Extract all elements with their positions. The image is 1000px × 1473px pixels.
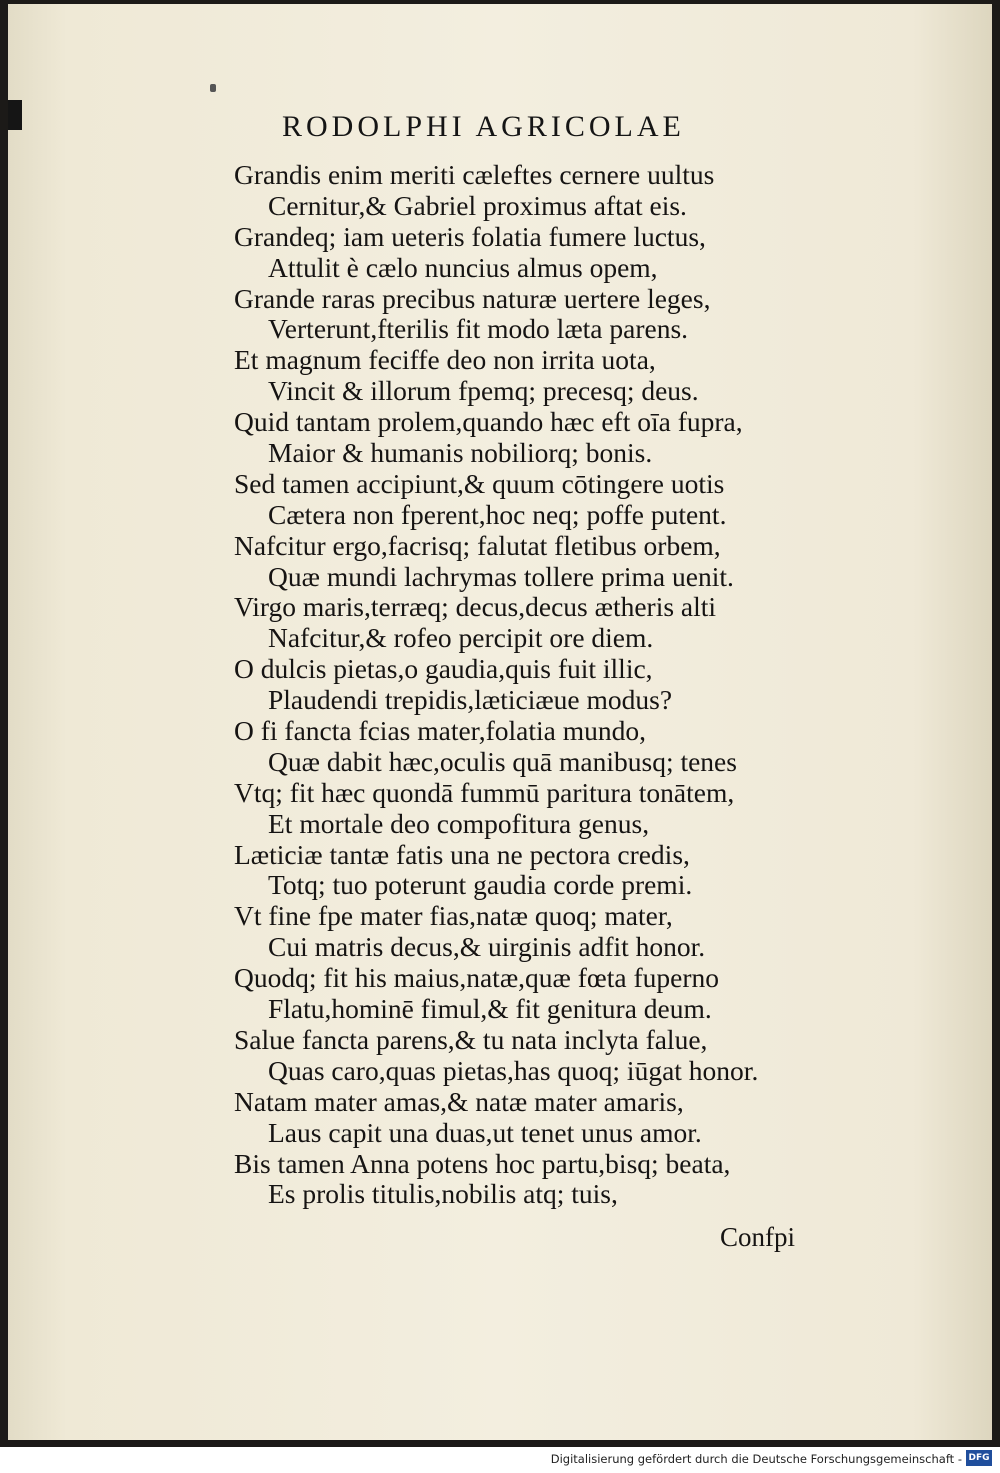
- verse-line: Nafcitur,& rofeo percipit ore diem.: [268, 622, 654, 654]
- verse-line: Quodq; fit his maius,natæ,quæ fœta fuperno: [234, 962, 720, 994]
- verse-line: Vincit & illorum fpemq; precesq; deus.: [268, 375, 699, 407]
- verse-line: Grandis enim meriti cæleftes cernere uultus: [234, 159, 715, 190]
- verse-line: Et magnum feciffe deo non irrita uota,: [234, 344, 656, 376]
- verse-line: Quæ mundi lachrymas tollere prima uenit.: [268, 560, 734, 592]
- verse-line: Virgo maris,terræq; decus,decus ætheris alti: [234, 591, 717, 623]
- verse-line: Totq; tuo poterunt gaudia corde premi.: [268, 869, 693, 901]
- verse-line: Plaudendi trepidis,læticiæue modus?: [268, 684, 673, 716]
- verse-line: Laus capit una duas,ut tenet unus amor.: [268, 1116, 702, 1148]
- verse-line: O dulcis pietas,o gaudia,quis fuit illic,: [234, 653, 653, 685]
- verse-line: Sed tamen accipiunt,& quum cōtingere uotis: [234, 467, 725, 499]
- running-head: RODOLPHI AGRICOLAE: [282, 110, 685, 143]
- verse-line: Natam mater amas,& natæ mater amaris,: [234, 1085, 684, 1117]
- verse-line: Nafcitur ergo,facrisq; falutat fletibus orbem,: [234, 529, 721, 561]
- digitization-credit: Digitalisierung gefördert durch die Deutsche Forschungsgemeinschaft -: [550, 1452, 962, 1466]
- ink-dot: [210, 84, 216, 92]
- verse-line: Quas caro,quas pietas,has quoq; iūgat honor.: [268, 1054, 759, 1086]
- verse-line: Salue fancta parens,& tu nata inclyta falue,: [234, 1023, 708, 1055]
- verse-line: Vtq; fit hæc quondā fummū paritura tonātem,: [234, 776, 735, 808]
- verse-line: Vt fine fpe mater fias,natæ quoq; mater,: [234, 900, 673, 932]
- verse-line: Attulit è cælo nuncius almus opem,: [268, 251, 658, 283]
- verse-line: Cui matris decus,& uirginis adfit honor.: [268, 931, 706, 963]
- verse-line: Grande raras precibus naturæ uertere leges,: [234, 282, 711, 314]
- verse-line: Es prolis titulis,nobilis atq; tuis,: [268, 1178, 618, 1210]
- verse-line: Grandeq; iam ueteris folatia fumere luctus,: [234, 220, 706, 252]
- verse-text: [222, 160, 842, 1210]
- verse-line: Quæ dabit hæc,oculis quā manibusq; tenes: [268, 745, 737, 777]
- dfg-logo: DFG: [966, 1450, 992, 1466]
- verse-line: Quid tantam prolem,quando hæc eft oīa fupra,: [234, 406, 743, 438]
- verse-line: Verterunt,fterilis fit modo læta parens.: [268, 313, 689, 345]
- verse-line: Cætera non fperent,hoc neq; poffe putent.: [268, 498, 727, 530]
- verse-line: O fi fancta fcias mater,folatia mundo,: [234, 715, 646, 747]
- page-edge-mark: [8, 100, 22, 130]
- verse-line: Et mortale deo compofitura genus,: [268, 807, 650, 839]
- verse-line: Flatu,hominē fimul,& fit genitura deum.: [268, 993, 712, 1025]
- verse-line: Læticiæ tantæ fatis una ne pectora credis,: [234, 838, 690, 870]
- verse-line: Maior & humanis nobiliorq; bonis.: [268, 437, 653, 469]
- verse-line: Bis tamen Anna potens hoc partu,bisq; beata,: [234, 1147, 731, 1179]
- catchword: Confpi: [720, 1222, 796, 1252]
- verse-line: Cernitur,& Gabriel proximus aftat eis.: [268, 189, 687, 221]
